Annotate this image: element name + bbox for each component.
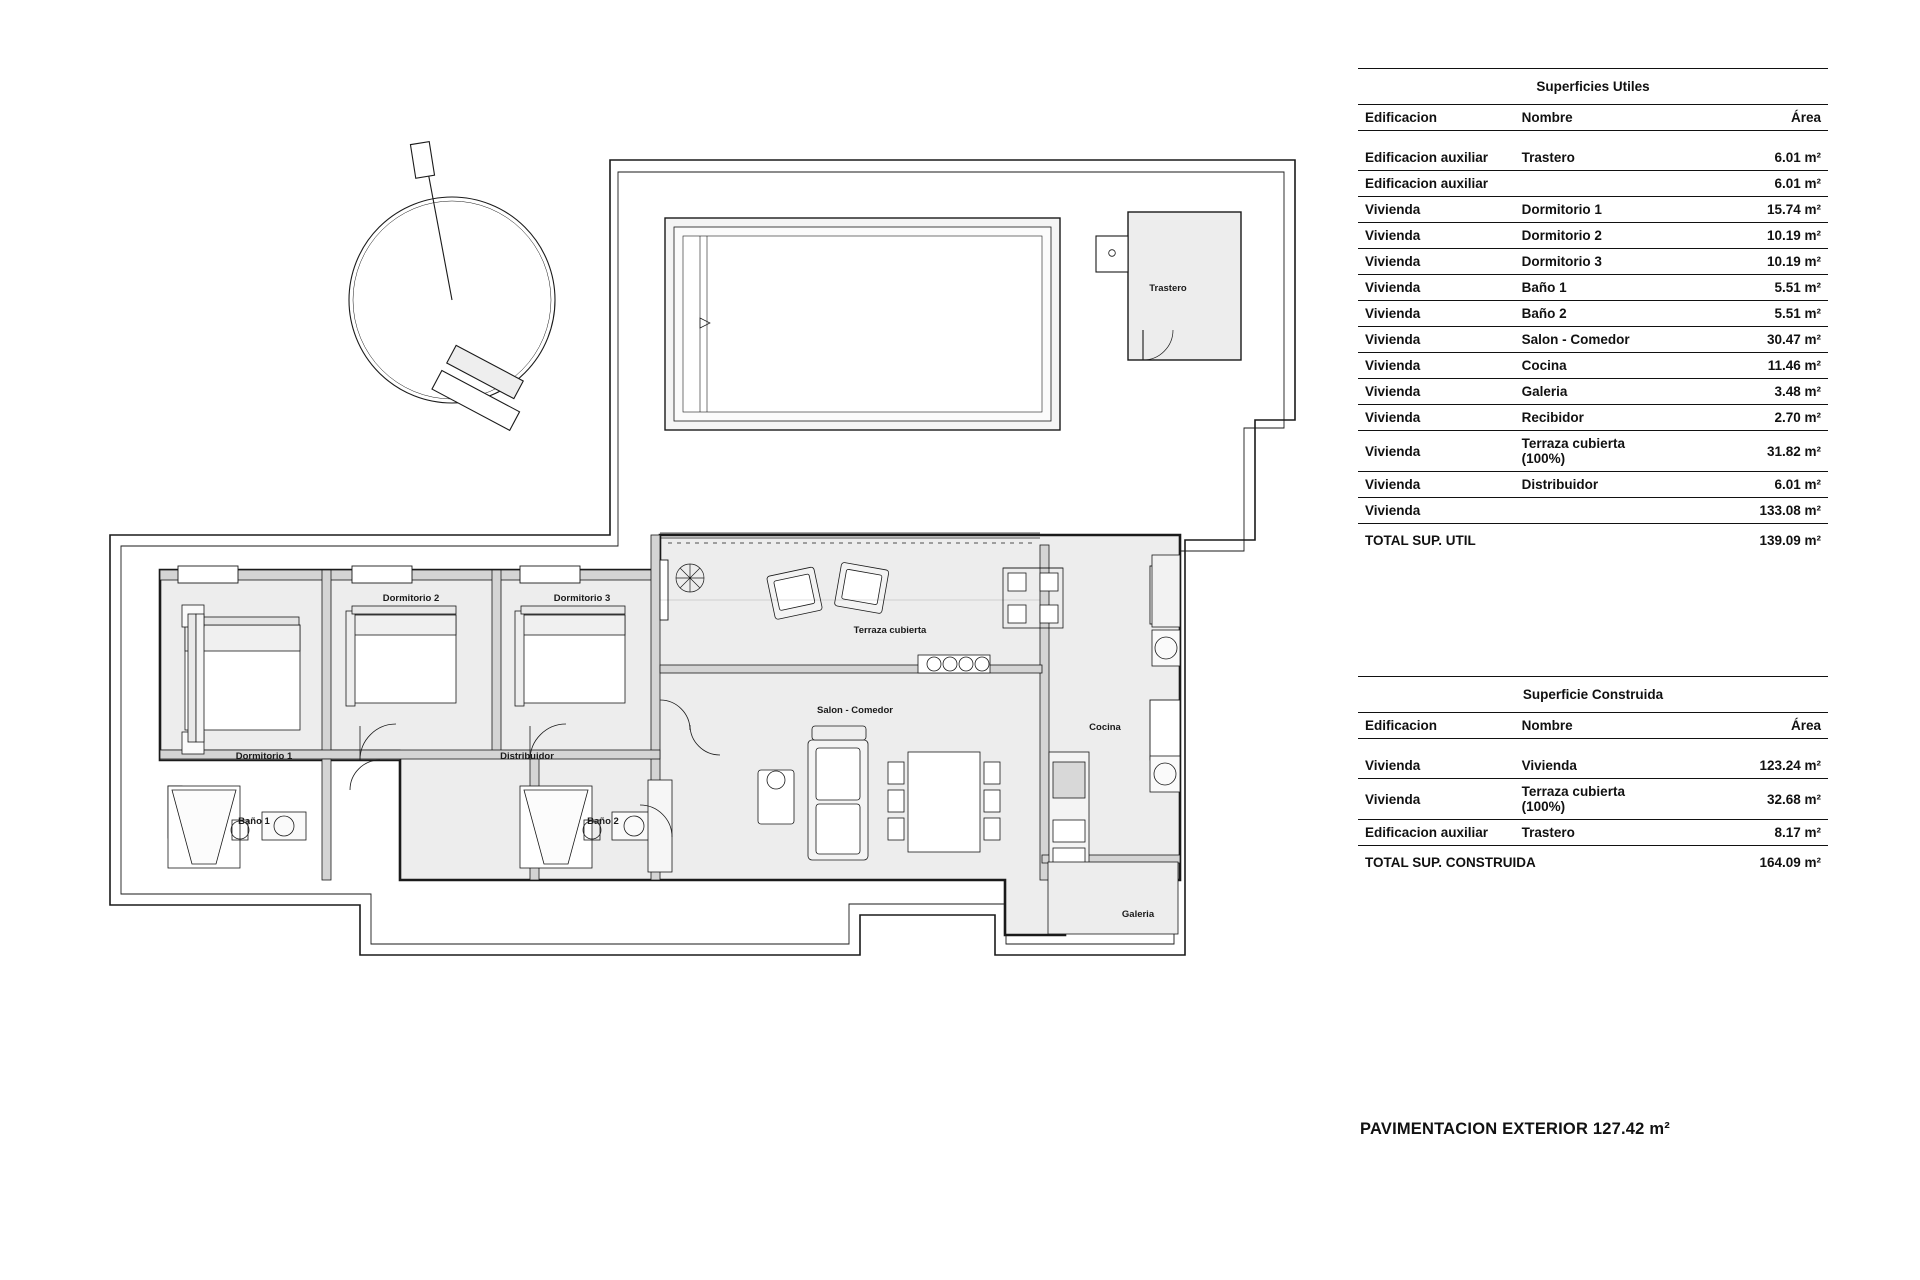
cell-area: 2.70 m² bbox=[1671, 405, 1828, 431]
cell-nombre: Baño 1 bbox=[1515, 275, 1672, 301]
round-garden-feature bbox=[349, 142, 555, 431]
cell-nombre: Trastero bbox=[1515, 820, 1672, 846]
col-header-area: Área bbox=[1671, 713, 1828, 739]
room-label-dormitorio-1: Dormitorio 1 bbox=[235, 751, 293, 762]
total-value: 139.09 m² bbox=[1759, 533, 1821, 548]
cell-nombre: Baño 2 bbox=[1515, 301, 1672, 327]
room-label-bano-1: Baño 1 bbox=[238, 816, 270, 827]
cell-area: 3.48 m² bbox=[1671, 379, 1828, 405]
room-label-cocina: Cocina bbox=[1089, 722, 1121, 733]
col-header-nombre: Nombre bbox=[1515, 105, 1672, 131]
furniture-bedroom-2 bbox=[346, 606, 456, 706]
cell-area: 6.01 m² bbox=[1671, 145, 1828, 171]
furniture-tv-unit bbox=[918, 655, 990, 673]
cell-nombre: Terraza cubierta (100%) bbox=[1515, 779, 1672, 820]
cell-area: 5.51 m² bbox=[1671, 301, 1828, 327]
furniture-plant bbox=[676, 564, 704, 592]
room-label-distribuidor: Distribuidor bbox=[500, 751, 554, 762]
table-row bbox=[1358, 145, 1828, 171]
room-label-salon-comedor: Salon - Comedor bbox=[816, 705, 894, 716]
table-row bbox=[1358, 275, 1828, 301]
areas-tables-panel bbox=[1358, 0, 1858, 1280]
cell-nombre: Dormitorio 2 bbox=[1515, 223, 1672, 249]
cell-nombre: Dormitorio 3 bbox=[1515, 249, 1672, 275]
cell-nombre: Cocina bbox=[1515, 353, 1672, 379]
house-structure bbox=[160, 535, 1180, 935]
table-row bbox=[1358, 249, 1828, 275]
room-label-dormitorio-3: Dormitorio 3 bbox=[553, 593, 611, 604]
table-row bbox=[1358, 779, 1828, 820]
table-row bbox=[1358, 223, 1828, 249]
table-subtotal-row bbox=[1358, 498, 1828, 524]
cell-edificacion: Vivienda bbox=[1358, 353, 1515, 379]
table-row bbox=[1358, 301, 1828, 327]
cell-nombre: Recibidor bbox=[1515, 405, 1672, 431]
cell-edificacion: Edificacion auxiliar bbox=[1358, 820, 1515, 846]
cell-area: 123.24 m² bbox=[1671, 753, 1828, 779]
pavimentacion-value: 127.42 m² bbox=[1592, 1120, 1670, 1138]
cell-nombre: Salon - Comedor bbox=[1515, 327, 1672, 353]
cell-edificacion: Vivienda bbox=[1358, 197, 1515, 223]
cell-area: 8.17 m² bbox=[1671, 820, 1828, 846]
total-label: TOTAL SUP. UTIL bbox=[1365, 533, 1476, 548]
cell-edificacion: Vivienda bbox=[1358, 379, 1515, 405]
cell-area: 6.01 m² bbox=[1671, 472, 1828, 498]
galeria-room bbox=[1048, 862, 1178, 934]
cell-edificacion: Vivienda bbox=[1358, 472, 1515, 498]
cell-nombre: Terraza cubierta (100%) bbox=[1515, 431, 1672, 472]
table-row bbox=[1358, 405, 1828, 431]
cell-area: 10.19 m² bbox=[1671, 249, 1828, 275]
total-value: 164.09 m² bbox=[1759, 855, 1821, 870]
cell-edificacion: Vivienda bbox=[1358, 249, 1515, 275]
table-row bbox=[1358, 197, 1828, 223]
table-row bbox=[1358, 472, 1828, 498]
cell-edificacion: Vivienda bbox=[1358, 223, 1515, 249]
cell-nombre: Dormitorio 1 bbox=[1515, 197, 1672, 223]
table-row bbox=[1358, 820, 1828, 846]
total-label: TOTAL SUP. CONSTRUIDA bbox=[1365, 855, 1536, 870]
room-label-dormitorio-2: Dormitorio 2 bbox=[382, 593, 440, 604]
table-title-superficies-utiles: Superficies Utiles bbox=[1358, 69, 1828, 105]
room-label-terraza: Terraza cubierta bbox=[853, 625, 927, 636]
table-row bbox=[1358, 379, 1828, 405]
cell-nombre: Galeria bbox=[1515, 379, 1672, 405]
subtotal-area: 133.08 m² bbox=[1671, 498, 1828, 524]
cell-area: 11.46 m² bbox=[1671, 353, 1828, 379]
cell-area: 15.74 m² bbox=[1671, 197, 1828, 223]
cell-edificacion: Edificacion auxiliar bbox=[1358, 145, 1515, 171]
table-row bbox=[1358, 431, 1828, 472]
subtotal-area: 6.01 m² bbox=[1671, 171, 1828, 197]
pavimentacion-label: PAVIMENTACION EXTERIOR bbox=[1360, 1120, 1589, 1138]
cell-nombre: Distribuidor bbox=[1515, 472, 1672, 498]
cell-nombre: Vivienda bbox=[1515, 753, 1672, 779]
cell-area: 10.19 m² bbox=[1671, 223, 1828, 249]
subtotal-label: Edificacion auxiliar bbox=[1358, 171, 1671, 197]
room-label-bano-2: Baño 2 bbox=[587, 816, 619, 827]
table-total-row bbox=[1358, 524, 1828, 554]
subtotal-label: Vivienda bbox=[1358, 498, 1671, 524]
cell-area: 31.82 m² bbox=[1671, 431, 1828, 472]
cell-area: 30.47 m² bbox=[1671, 327, 1828, 353]
cell-edificacion: Vivienda bbox=[1358, 405, 1515, 431]
cell-nombre: Trastero bbox=[1515, 145, 1672, 171]
table-superficie-construida bbox=[1358, 676, 1828, 875]
table-title-superficie-construida: Superficie Construida bbox=[1358, 677, 1828, 713]
room-label-trastero: Trastero bbox=[1149, 283, 1187, 294]
room-label-galeria: Galeria bbox=[1121, 909, 1155, 920]
table-row bbox=[1358, 327, 1828, 353]
pavimentacion-exterior bbox=[1360, 1120, 1670, 1139]
cell-area: 32.68 m² bbox=[1671, 779, 1828, 820]
table-row bbox=[1358, 753, 1828, 779]
cell-edificacion: Vivienda bbox=[1358, 275, 1515, 301]
col-header-edificacion: Edificacion bbox=[1358, 713, 1515, 739]
furniture-bedroom-3 bbox=[515, 606, 625, 706]
col-header-edificacion: Edificacion bbox=[1358, 105, 1515, 131]
table-superficies-utiles bbox=[1358, 68, 1828, 553]
cell-edificacion: Vivienda bbox=[1358, 301, 1515, 327]
col-header-nombre: Nombre bbox=[1515, 713, 1672, 739]
col-header-area: Área bbox=[1671, 105, 1828, 131]
table-subtotal-row bbox=[1358, 171, 1828, 197]
cell-edificacion: Vivienda bbox=[1358, 431, 1515, 472]
furniture-bathroom-1 bbox=[168, 786, 306, 868]
cell-area: 5.51 m² bbox=[1671, 275, 1828, 301]
swimming-pool bbox=[665, 218, 1060, 430]
table-total-row bbox=[1358, 846, 1828, 876]
cell-edificacion: Vivienda bbox=[1358, 327, 1515, 353]
cell-edificacion: Vivienda bbox=[1358, 779, 1515, 820]
cell-edificacion: Vivienda bbox=[1358, 753, 1515, 779]
table-row bbox=[1358, 353, 1828, 379]
